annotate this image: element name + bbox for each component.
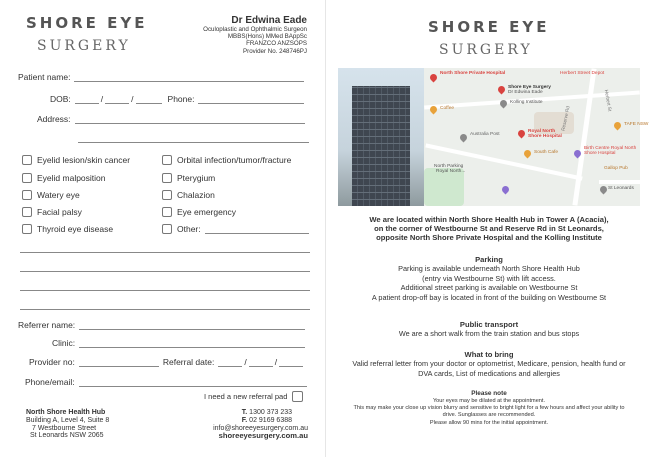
condition-label: Facial palsy [37, 207, 82, 217]
brand-logo-top: SHORE EYE [26, 14, 148, 32]
tower-windows [352, 86, 410, 206]
doctor-line: Provider No. 248746PJ [243, 47, 307, 55]
referral-year-field[interactable] [279, 358, 303, 367]
parking-line: Parking is available underneath North Shore Health Hub [398, 264, 580, 274]
map-label-parking: North Parking [434, 164, 464, 169]
condition-label: Pterygium [177, 173, 216, 183]
clinic-label: Clinic: [52, 338, 76, 348]
clinic-address [26, 409, 109, 440]
st-leonards-pin-icon [599, 185, 609, 195]
condition-checkbox[interactable] [162, 207, 236, 217]
map-label-ses: Shore Eye Surgery [508, 85, 551, 90]
patient-name-row [18, 72, 304, 82]
condition-label: Orbital infection/tumor/fracture [177, 155, 292, 165]
referral-date-label: Referral date: [162, 357, 215, 367]
address-row [37, 114, 305, 124]
phone-field[interactable] [198, 95, 304, 104]
referral-day-field[interactable] [218, 358, 242, 367]
map-label-coffee: Coffee [440, 106, 455, 111]
map-label-ses-sub: Dr Edwina Eade [508, 90, 543, 95]
shore-eye-pin-icon [497, 85, 507, 95]
notes-line[interactable] [20, 290, 310, 291]
phone-email-label: Phone/email: [25, 377, 75, 387]
checkbox-box[interactable] [292, 391, 303, 402]
bring-heading: What to bring [464, 350, 514, 359]
condition-label: Eyelid lesion/skin cancer [37, 155, 131, 165]
referral-month-field[interactable] [249, 358, 273, 367]
address-field[interactable] [75, 115, 305, 124]
phone-email-field[interactable] [79, 378, 307, 387]
location-info [334, 215, 644, 243]
condition-checkbox[interactable] [22, 190, 80, 200]
checkbox-box[interactable] [162, 155, 172, 165]
condition-checkbox[interactable] [162, 190, 215, 200]
condition-label: Eye emergency [177, 207, 237, 217]
tafe-pin-icon [613, 121, 623, 131]
condition-checkbox[interactable] [22, 155, 130, 165]
date-slash: / [244, 357, 247, 367]
map-label-herbertst: Herbert St [602, 89, 612, 112]
notes-line[interactable] [20, 309, 310, 310]
checkbox-box[interactable] [22, 224, 32, 234]
referral-form-page [0, 0, 325, 457]
address-line: 7 Westbourne Street [32, 424, 97, 432]
clinic-row [52, 338, 305, 348]
provider-no-label: Provider no: [29, 357, 75, 367]
phone-prefix: T. [241, 409, 248, 416]
doctor-line: FRANZCO ANZSOPS [246, 40, 307, 48]
map-label-gallop: Gallop Pub [604, 166, 628, 171]
brand-logo-bottom: SURGERY [439, 42, 533, 58]
email-link[interactable]: info@shoreeyesurgery.com.au [213, 424, 308, 432]
map-label-post: Australia Post [470, 132, 500, 137]
map-label-kolling: Kolling Institute [510, 100, 543, 105]
other-field[interactable] [205, 225, 309, 234]
website-link[interactable]: shoreeyesurgery.com.au [218, 431, 308, 441]
checkbox-box[interactable] [22, 190, 32, 200]
dob-day-field[interactable] [75, 95, 99, 104]
checkbox-box[interactable] [22, 155, 32, 165]
note-line: Please allow 90 mins for the initial appointment. [429, 419, 549, 426]
provider-no-field[interactable] [79, 358, 159, 367]
checkbox-box[interactable] [162, 173, 172, 183]
note-info [334, 390, 644, 427]
dob-phone-row [50, 94, 304, 104]
street-map [424, 68, 649, 206]
brand-logo-bottom: SURGERY [37, 38, 131, 54]
bring-line: Valid referral letter from your doctor or optometrist, Medicare, pension, health fund or [352, 359, 626, 369]
information-page [326, 0, 651, 457]
parking-line: A patient drop-off bay is located in front of the building on Westbourne St [371, 292, 607, 302]
checkbox-box[interactable] [22, 173, 32, 183]
location-line: We are located within North Shore Health Hub in Tower A (Acacia), [369, 215, 609, 224]
checkbox-box[interactable] [162, 207, 172, 217]
parking-heading: Parking [475, 255, 503, 264]
doctor-details [203, 15, 307, 55]
location-map [338, 68, 649, 206]
bring-info [334, 350, 644, 378]
hospital-pin-icon [429, 73, 439, 83]
map-label-royal: Royal North Shore Hospital [528, 129, 562, 140]
referrer-name-field[interactable] [79, 321, 305, 330]
checkbox-box[interactable] [162, 190, 172, 200]
address-line: St Leonards NSW 2065 [30, 432, 104, 440]
condition-checkbox[interactable] [22, 207, 82, 217]
checkbox-box[interactable] [162, 224, 172, 234]
note-line: drive. Sunglasses are recommended. [442, 412, 536, 419]
address-name: North Shore Health Hub [26, 409, 106, 416]
phone-number: 1300 373 233 [249, 409, 292, 416]
location-line: opposite North Shore Private Hospital and the Kolling Institute [376, 233, 602, 243]
condition-checkbox[interactable] [162, 155, 291, 165]
referrer-name-row [18, 320, 305, 330]
parking-line: Additional street parking is available on Westbourne St [400, 283, 578, 293]
condition-checkbox[interactable] [22, 173, 106, 183]
note-heading: Please note [471, 390, 507, 397]
parking-line: (entry via Westbourne St) with lift access. [422, 273, 556, 283]
map-label-parking-sub: Royal North... [436, 169, 466, 174]
map-label-south: South Cafe [534, 150, 559, 155]
fax-number: 02 9169 6388 [249, 416, 292, 424]
patient-name-label: Patient name: [18, 72, 71, 82]
clinic-contact [213, 409, 308, 441]
date-slash: / [274, 357, 278, 367]
address-field-line-2[interactable] [78, 134, 309, 143]
dob-slash: / [131, 94, 134, 104]
doctor-line: MBBS(Hons) MMed BAppSc [227, 33, 307, 41]
condition-label: Thyroid eye disease [37, 224, 114, 234]
note-line: This may make your close up vision blurry and sensitive to bright light for a few hours and affect your ability to [353, 405, 625, 412]
doctor-name: Dr Edwina Eade [231, 15, 307, 26]
notes-line[interactable] [20, 252, 310, 253]
map-label-stleon: St Leonards [608, 186, 634, 191]
phone-email-row [25, 377, 307, 387]
phone-label: Phone: [167, 94, 195, 104]
map-road [599, 180, 640, 184]
map-label-herbert: Herbert Street Depot [560, 71, 605, 76]
address-line: Building A, Level 4, Suite 8 [26, 416, 110, 424]
condition-label: Chalazion [177, 190, 215, 200]
referrer-name-label: Referrer name: [18, 320, 76, 330]
condition-label: Other: [177, 224, 201, 234]
doctor-line: Oculoplastic and Ophthalmic Surgeon [203, 26, 307, 33]
address-label: Address: [37, 114, 71, 124]
condition-checkbox-other[interactable] [162, 224, 309, 234]
condition-label: Watery eye [37, 190, 80, 200]
note-line: Your eyes may be dilated at the appointment. [432, 398, 546, 404]
south-cafe-pin-icon [523, 149, 533, 159]
bring-line: DVA cards, List of medications and allergies [418, 368, 560, 378]
parking-info [334, 255, 644, 302]
building-photo [338, 68, 424, 206]
map-label-birth: Birth Centre Royal North Shore Hospital [584, 146, 637, 157]
checkbox-box[interactable] [22, 207, 32, 217]
map-label-nsph: North Shore Private Hospital [440, 71, 506, 76]
condition-checkbox[interactable] [22, 224, 113, 234]
new-referral-pad-checkbox[interactable] [204, 391, 303, 402]
dob-slash: / [100, 94, 104, 104]
dob-label: DOB: [50, 94, 71, 104]
condition-checkbox[interactable] [162, 173, 215, 183]
condition-label: Eyelid malposition [37, 173, 106, 183]
dob-month-field[interactable] [105, 95, 129, 104]
post-pin-icon [459, 133, 469, 143]
transport-heading: Public transport [459, 320, 519, 329]
patient-name-field[interactable] [74, 73, 304, 82]
location-line: on the corner of Westbourne St and Reserve Rd in St Leonards, [374, 224, 604, 234]
brand-logo-top: SHORE EYE [428, 18, 550, 36]
new-referral-pad-label: I need a new referral pad [204, 392, 288, 401]
transport-line: We are a short walk from the train station and bus stops [398, 329, 580, 339]
address-row-2 [78, 134, 309, 143]
dob-year-field[interactable] [136, 95, 162, 104]
fax-prefix: F. [241, 416, 248, 424]
transport-info [334, 320, 644, 339]
station-pin-icon [501, 185, 511, 195]
map-road [572, 68, 596, 205]
clinic-field[interactable] [79, 339, 305, 348]
map-label-reserve: Reserve Rd [561, 105, 572, 132]
map-label-tafe: TAFE NSW [624, 122, 649, 127]
rnsh-pin-icon [517, 129, 527, 139]
provider-date-row [29, 357, 303, 367]
notes-line[interactable] [20, 271, 310, 272]
